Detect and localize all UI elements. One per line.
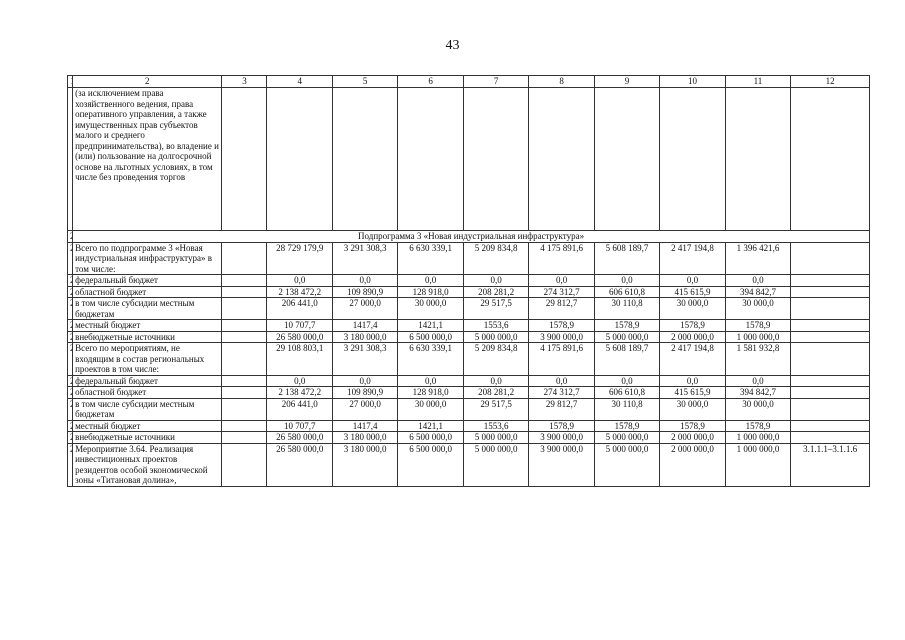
row-name-cell: внебюджетные источники	[73, 432, 222, 444]
row-name-cell: областной бюджет	[73, 387, 222, 399]
value-cell: 1578,9	[660, 420, 725, 432]
row-name-cell: внебюджетные источники	[73, 331, 222, 343]
value-cell: 109 890,9	[332, 387, 397, 399]
value-cell: 2 000 000,0	[660, 432, 725, 444]
table-row	[68, 331, 870, 343]
row-name-cell: в том числе субсидии местным бюджетам	[73, 398, 222, 420]
header-cell: 2	[73, 76, 222, 88]
row-number-cell	[68, 420, 73, 432]
row-number-cell	[68, 231, 73, 243]
value-cell: 1 000 000,0	[725, 443, 790, 486]
value-cell: 26 580 000,0	[267, 432, 332, 444]
value-cell: 0,0	[267, 275, 332, 287]
value-cell: 3 900 000,0	[529, 331, 594, 343]
value-cell: 1578,9	[594, 320, 659, 332]
row-number-cell	[68, 375, 73, 387]
code-cell: 3.1.1.1–3.1.1.6	[791, 443, 870, 486]
row-number-cell	[68, 286, 73, 298]
value-cell: 208 281,2	[463, 387, 528, 399]
value-cell: 0,0	[267, 375, 332, 387]
value-cell: 0,0	[529, 275, 594, 287]
row-name-cell: Всего по подпрограмме 3 «Новая индустриальная инфраструктура» в том числе:	[73, 242, 222, 275]
code-cell	[791, 343, 870, 376]
value-cell: 109 890,9	[332, 286, 397, 298]
value-cell: 5 608 189,7	[594, 242, 659, 275]
value-cell: 274 312,7	[529, 286, 594, 298]
value-cell: 6 500 000,0	[398, 432, 463, 444]
code-cell	[791, 398, 870, 420]
value-cell: 1 581 932,8	[725, 343, 790, 376]
value-cell: 206 441,0	[267, 398, 332, 420]
value-cell: 0,0	[725, 275, 790, 287]
code-cell	[791, 387, 870, 399]
row-number-cell	[68, 275, 73, 287]
empty-cell	[222, 375, 267, 387]
code-cell	[791, 242, 870, 275]
value-cell: 1578,9	[529, 420, 594, 432]
value-cell: 2 138 472,2	[267, 286, 332, 298]
empty-cell	[222, 242, 267, 275]
header-cell: 9	[594, 76, 659, 88]
header-cell: 5	[332, 76, 397, 88]
row-number-cell	[68, 432, 73, 444]
value-cell: 2 138 472,2	[267, 387, 332, 399]
value-cell: 30 000,0	[660, 298, 725, 320]
value-cell: 4 175 891,6	[529, 242, 594, 275]
value-cell: 606 610,8	[594, 286, 659, 298]
code-cell	[791, 420, 870, 432]
value-cell: 29 517,5	[463, 398, 528, 420]
value-cell: 2 000 000,0	[660, 443, 725, 486]
value-cell: 6 630 339,1	[398, 343, 463, 376]
row-number-cell	[68, 387, 73, 399]
row-name-cell: местный бюджет	[73, 420, 222, 432]
value-cell: 5 209 834,8	[463, 343, 528, 376]
value-cell: 0,0	[725, 375, 790, 387]
page-number: 43	[445, 38, 460, 53]
value-cell: 0,0	[398, 375, 463, 387]
value-cell: 30 110,8	[594, 398, 659, 420]
value-cell: 1553,6	[463, 420, 528, 432]
header-cell: 10	[660, 76, 725, 88]
value-cell: 274 312,7	[529, 387, 594, 399]
value-cell: 10 707,7	[267, 320, 332, 332]
value-cell: 29 812,7	[529, 298, 594, 320]
header-cell: 11	[725, 76, 790, 88]
empty-cell	[222, 387, 267, 399]
value-cell: 28 729 179,9	[267, 242, 332, 275]
empty-cell	[222, 275, 267, 287]
code-cell	[791, 331, 870, 343]
value-cell: 394 842,7	[725, 387, 790, 399]
value-cell: 206 441,0	[267, 298, 332, 320]
value-cell: 0,0	[463, 375, 528, 387]
value-cell: 6 630 339,1	[398, 242, 463, 275]
value-cell: 606 610,8	[594, 387, 659, 399]
value-cell: 1 000 000,0	[725, 432, 790, 444]
value-cell: 27 000,0	[332, 298, 397, 320]
table-row	[68, 420, 870, 432]
value-cell: 3 180 000,0	[332, 443, 397, 486]
value-cell: 128 918,0	[398, 387, 463, 399]
value-cell: 30 000,0	[398, 298, 463, 320]
value-cell: 30 000,0	[398, 398, 463, 420]
value-cell: 415 615,9	[660, 387, 725, 399]
row-name-cell: в том числе субсидии местным бюджетам	[73, 298, 222, 320]
value-cell: 30 000,0	[660, 398, 725, 420]
row-name-cell: федеральный бюджет	[73, 275, 222, 287]
value-cell: 1578,9	[594, 420, 659, 432]
value-cell: 27 000,0	[332, 398, 397, 420]
table-row	[68, 375, 870, 387]
table-row	[68, 275, 870, 287]
value-cell: 1578,9	[725, 320, 790, 332]
header-cell: 7	[463, 76, 528, 88]
header-cell: 8	[529, 76, 594, 88]
table-row	[68, 398, 870, 420]
value-cell: 3 291 308,3	[332, 343, 397, 376]
table-row	[68, 320, 870, 332]
value-cell: 2 417 194,8	[660, 343, 725, 376]
table-row	[68, 432, 870, 444]
value-cell: 0,0	[660, 275, 725, 287]
value-cell: 29 517,5	[463, 298, 528, 320]
value-cell: 0,0	[332, 375, 397, 387]
empty-cell	[222, 320, 267, 332]
table-body	[68, 76, 870, 487]
empty-cell	[222, 298, 267, 320]
value-cell: 394 842,7	[725, 286, 790, 298]
table-row	[68, 343, 870, 376]
subprogram-row	[68, 231, 870, 243]
value-cell: 0,0	[594, 275, 659, 287]
row-name-cell: Всего по мероприятиям, не входящим в состав региональных проектов в том числе:	[73, 343, 222, 376]
value-cell: 208 281,2	[463, 286, 528, 298]
value-cell: 1417,4	[332, 420, 397, 432]
header-cell	[68, 76, 73, 88]
value-cell: 5 000 000,0	[463, 443, 528, 486]
row-number-cell	[68, 331, 73, 343]
value-cell: 3 900 000,0	[529, 443, 594, 486]
table-row	[68, 443, 870, 486]
value-cell: 1 000 000,0	[725, 331, 790, 343]
code-cell	[791, 298, 870, 320]
value-cell: 5 000 000,0	[463, 432, 528, 444]
row-name-cell: областной бюджет	[73, 286, 222, 298]
value-cell: 5 000 000,0	[594, 432, 659, 444]
value-cell: 1421,1	[398, 420, 463, 432]
value-cell: 3 900 000,0	[529, 432, 594, 444]
value-cell: 415 615,9	[660, 286, 725, 298]
value-cell: 1417,4	[332, 320, 397, 332]
table-row	[68, 286, 870, 298]
value-cell: 29 108 803,1	[267, 343, 332, 376]
value-cell: 5 209 834,8	[463, 242, 528, 275]
code-cell	[791, 375, 870, 387]
empty-cell	[222, 286, 267, 298]
header-cell: 4	[267, 76, 332, 88]
continuation-row	[68, 88, 870, 231]
table-row	[68, 298, 870, 320]
value-cell: 2 417 194,8	[660, 242, 725, 275]
value-cell: 4 175 891,6	[529, 343, 594, 376]
value-cell: 0,0	[529, 375, 594, 387]
empty-cell	[222, 343, 267, 376]
value-cell: 5 000 000,0	[463, 331, 528, 343]
value-cell: 30 000,0	[725, 398, 790, 420]
value-cell: 26 580 000,0	[267, 331, 332, 343]
row-name-cell: местный бюджет	[73, 320, 222, 332]
value-cell: 1421,1	[398, 320, 463, 332]
header-row	[68, 76, 870, 88]
header-cell: 12	[791, 76, 870, 88]
value-cell: 0,0	[463, 275, 528, 287]
value-cell: 128 918,0	[398, 286, 463, 298]
value-cell: 0,0	[594, 375, 659, 387]
value-cell: 2 000 000,0	[660, 331, 725, 343]
value-cell: 30 000,0	[725, 298, 790, 320]
row-name-cell: Мероприятие 3.64. Реализация инвестиционных проектов резидентов особой экономической зоны «Титановая долина»,	[73, 443, 222, 486]
empty-cell	[222, 331, 267, 343]
value-cell: 0,0	[660, 375, 725, 387]
value-cell: 6 500 000,0	[398, 443, 463, 486]
code-cell	[791, 432, 870, 444]
value-cell: 10 707,7	[267, 420, 332, 432]
table-row	[68, 242, 870, 275]
subprogram-title: Подпрограмма 3 «Новая индустриальная инфраструктура»	[73, 231, 870, 243]
code-cell	[791, 286, 870, 298]
row-name-cell: федеральный бюджет	[73, 375, 222, 387]
empty-cell	[222, 420, 267, 432]
header-cell: 3	[222, 76, 267, 88]
value-cell: 1578,9	[660, 320, 725, 332]
value-cell: 3 291 308,3	[332, 242, 397, 275]
empty-cell	[222, 398, 267, 420]
value-cell: 1 396 421,6	[725, 242, 790, 275]
value-cell: 5 000 000,0	[594, 331, 659, 343]
value-cell: 1578,9	[529, 320, 594, 332]
value-cell: 5 608 189,7	[594, 343, 659, 376]
value-cell: 29 812,7	[529, 398, 594, 420]
value-cell: 26 580 000,0	[267, 443, 332, 486]
value-cell: 5 000 000,0	[594, 443, 659, 486]
value-cell: 1553,6	[463, 320, 528, 332]
empty-cell	[222, 432, 267, 444]
row-number-cell	[68, 320, 73, 332]
value-cell: 3 180 000,0	[332, 432, 397, 444]
value-cell: 3 180 000,0	[332, 331, 397, 343]
budget-table	[67, 75, 870, 487]
value-cell: 30 110,8	[594, 298, 659, 320]
value-cell: 0,0	[398, 275, 463, 287]
value-cell: 1578,9	[725, 420, 790, 432]
code-cell	[791, 320, 870, 332]
empty-cell	[222, 443, 267, 486]
table-row	[68, 387, 870, 399]
header-cell: 6	[398, 76, 463, 88]
value-cell: 6 500 000,0	[398, 331, 463, 343]
code-cell	[791, 275, 870, 287]
continuation-text: (за исключением права хозяйственного ведения, права оперативного управления, а также имущественных прав субъектов малого и среднего предпринимательства), во владение и (или) пользование на долгосрочной основе на льготных условиях, в том числе без проведения торгов	[73, 88, 222, 231]
value-cell: 0,0	[332, 275, 397, 287]
